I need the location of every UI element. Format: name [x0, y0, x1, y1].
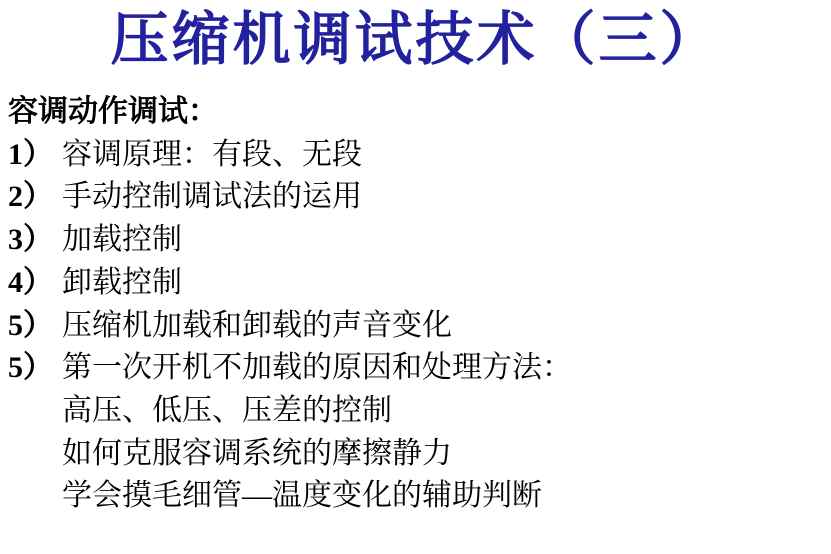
- sub-list-item: 高压、低压、压差的控制: [62, 393, 392, 427]
- list-item: [8, 262, 831, 305]
- item-number: 2）: [8, 180, 53, 214]
- list-item: [8, 219, 831, 262]
- item-text: 手动控制调试法的运用: [62, 180, 362, 214]
- list-item: [8, 176, 831, 219]
- sub-list-item: 学会摸毛细管—温度变化的辅助判断: [62, 479, 542, 513]
- list-item: [8, 305, 831, 348]
- item-number: 5）: [8, 308, 53, 342]
- item-text: 加载控制: [62, 223, 182, 257]
- slide-body: [0, 91, 831, 518]
- sub-list-item: 如何克服容调系统的摩擦静力: [62, 436, 452, 470]
- item-text: 第一次开机不加载的原因和处理方法：: [62, 351, 572, 385]
- page-title: 压缩机调试技术（三）: [110, 7, 721, 72]
- item-text: 压缩机加载和卸载的声音变化: [62, 308, 452, 342]
- item-number: 3）: [8, 223, 53, 257]
- item-number: 5）: [8, 351, 53, 385]
- intro-line: 容调动作调试：: [8, 95, 218, 128]
- list-item: [8, 134, 831, 177]
- item-number: 4）: [8, 265, 53, 299]
- item-text: 容调原理：有段、无段: [62, 137, 362, 171]
- list-item: [8, 347, 831, 390]
- item-text: 卸载控制: [62, 265, 182, 299]
- item-number: 1）: [8, 137, 53, 171]
